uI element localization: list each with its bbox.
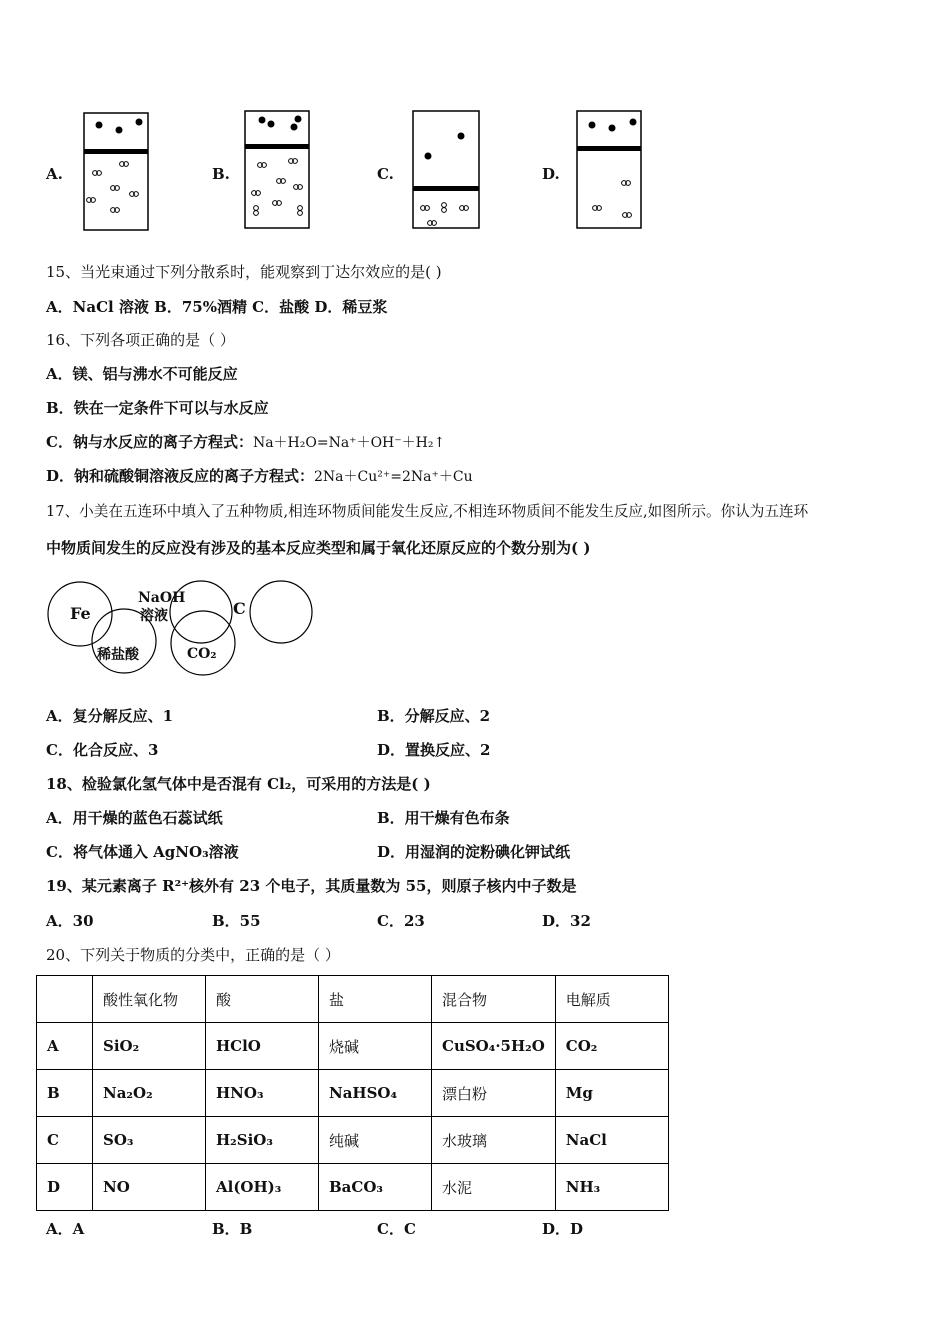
table-cell: HNO₃ xyxy=(206,1070,319,1117)
question-16-option-b: B．铁在一定条件下可以与水反应 xyxy=(46,399,269,417)
question-17-option-d: D．置换反应、2 xyxy=(377,741,491,759)
header-cell xyxy=(37,976,93,1023)
question-18-option-a: A．用干燥的蓝色石蕊试纸 xyxy=(46,809,223,827)
table-cell: NH₃ xyxy=(555,1164,668,1211)
option-letter: C. xyxy=(377,165,394,183)
question-17-stem-line1: 17、小美在五连环中填入了五种物质,相连环物质间能发生反应,不相连环物质间不能发生反应,如图所示。你认为五连环 xyxy=(46,503,809,520)
container-diagram-b xyxy=(244,110,310,230)
table-cell: NO xyxy=(93,1164,206,1211)
question-15-options: A．NaCl 溶液 B．75%酒精 C．盐酸 D．稀豆浆 xyxy=(46,298,388,316)
table-cell: 烧碱 xyxy=(319,1023,432,1070)
question-18-option-b: B．用干燥有色布条 xyxy=(377,809,510,827)
question-17-stem-line2: 中物质间发生的反应没有涉及的基本反应类型和属于氧化还原反应的个数分别为( ) xyxy=(46,539,591,557)
row-label: A xyxy=(37,1023,93,1070)
header-cell: 混合物 xyxy=(432,976,556,1023)
option-text: C．钠与水反应的离子方程式： xyxy=(46,433,253,451)
table-cell: Na₂O₂ xyxy=(93,1070,206,1117)
option-letter: A. xyxy=(46,165,63,183)
table-header-row xyxy=(37,976,669,1023)
ring-label-solution: 溶液 xyxy=(140,608,168,624)
question-19-option-b: B．55 xyxy=(212,912,261,930)
question-19-option-d: D．32 xyxy=(542,912,591,930)
question-17-option-b: B．分解反应、2 xyxy=(377,707,491,725)
table-cell: SiO₂ xyxy=(93,1023,206,1070)
question-20-option-d: D．D xyxy=(542,1220,584,1238)
header-cell: 盐 xyxy=(319,976,432,1023)
question-20-stem: 20、下列关于物质的分类中，正确的是（ ） xyxy=(46,946,340,964)
ring-label-co2: CO₂ xyxy=(187,646,217,662)
question-17-option-c: C．化合反应、3 xyxy=(46,741,159,759)
table-cell: 水泥 xyxy=(432,1164,556,1211)
table-cell: 漂白粉 xyxy=(432,1070,556,1117)
question-17-option-a: A．复分解反应、1 xyxy=(46,707,174,725)
row-label: D xyxy=(37,1164,93,1211)
question-19-option-c: C．23 xyxy=(377,912,425,930)
ionic-equation: Na＋H₂O=Na⁺＋OH⁻＋H₂↑ xyxy=(252,435,446,451)
table-cell: NaCl xyxy=(555,1117,668,1164)
table-cell: 纯碱 xyxy=(319,1117,432,1164)
question-16-option-a: A．镁、铝与沸水不可能反应 xyxy=(46,365,238,383)
question-18-stem: 18、检验氯化氢气体中是否混有 Cl₂，可采用的方法是( ) xyxy=(46,775,431,793)
table-cell: HClO xyxy=(206,1023,319,1070)
option-letter: D. xyxy=(542,165,560,183)
question-20-option-a: A．A xyxy=(46,1220,85,1238)
table-cell: H₂SiO₃ xyxy=(206,1117,319,1164)
table-cell: SO₃ xyxy=(93,1117,206,1164)
table-cell: BaCO₃ xyxy=(319,1164,432,1211)
option-letter: B. xyxy=(212,165,230,183)
container-diagram-d xyxy=(576,110,642,230)
header-cell: 酸性氧化物 xyxy=(93,976,206,1023)
table-cell: NaHSO₄ xyxy=(319,1070,432,1117)
question-20-option-b: B．B xyxy=(212,1220,253,1238)
question-20-option-c: C．C xyxy=(377,1220,416,1238)
table-row xyxy=(37,1117,669,1164)
table-cell: 水玻璃 xyxy=(432,1117,556,1164)
table-cell: Mg xyxy=(555,1070,668,1117)
ring-label-naoh: NaOH xyxy=(138,590,186,606)
table-cell: CO₂ xyxy=(555,1023,668,1070)
classification-table xyxy=(36,975,669,1211)
table-row xyxy=(37,1164,669,1211)
header-cell: 酸 xyxy=(206,976,319,1023)
ionic-equation: 2Na＋Cu²⁺=2Na⁺＋Cu xyxy=(314,469,473,485)
question-16-option-c xyxy=(46,431,445,452)
option-text: D．钠和硫酸铜溶液反应的离子方程式： xyxy=(46,467,315,485)
question-15-stem: 15、当光束通过下列分散系时，能观察到丁达尔效应的是( ) xyxy=(46,263,442,281)
table-cell: Al(OH)₃ xyxy=(206,1164,319,1211)
question-18-option-c: C．将气体通入 AgNO₃溶液 xyxy=(46,843,239,861)
table-row xyxy=(37,1070,669,1117)
table-cell: CuSO₄·5H₂O xyxy=(432,1023,556,1070)
ring-label-fe: Fe xyxy=(70,604,91,623)
table-row xyxy=(37,1023,669,1070)
container-diagram-a xyxy=(83,112,149,232)
header-cell: 电解质 xyxy=(555,976,668,1023)
ring-label-hcl: 稀盐酸 xyxy=(97,647,139,663)
question-18-option-d: D．用湿润的淀粉碘化钾试纸 xyxy=(377,843,571,861)
row-label: B xyxy=(37,1070,93,1117)
question-16-stem: 16、下列各项正确的是（ ） xyxy=(46,331,235,349)
container-diagram-c xyxy=(412,110,480,230)
question-19-stem: 19、某元素离子 R²⁺核外有 23 个电子，其质量数为 55，则原子核内中子数是 xyxy=(46,877,577,895)
question-19-option-a: A．30 xyxy=(46,912,94,930)
ring-label-c: C xyxy=(233,599,246,618)
question-16-option-d xyxy=(46,465,473,486)
row-label: C xyxy=(37,1117,93,1164)
